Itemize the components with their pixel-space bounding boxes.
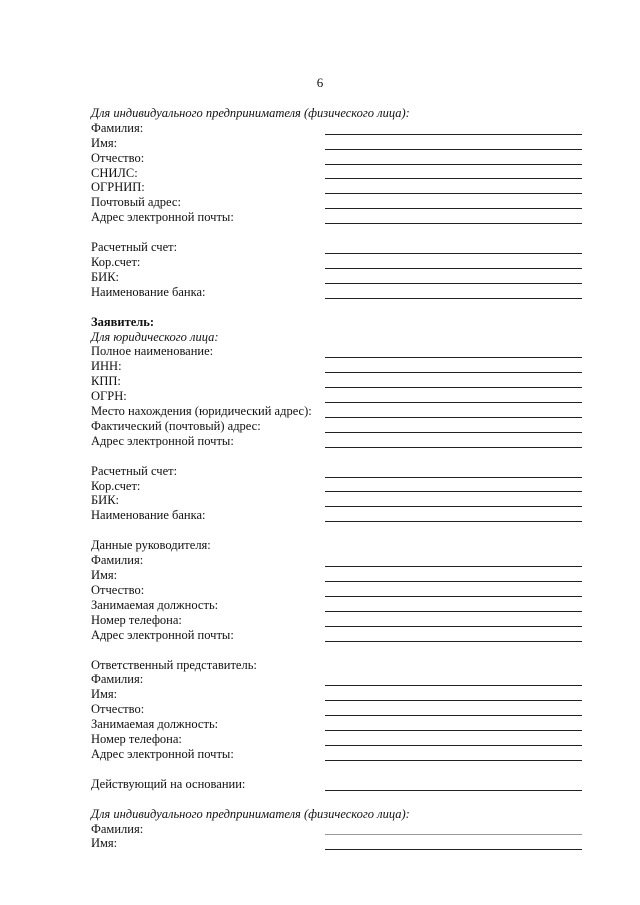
le-account-row: Расчетный счет: bbox=[91, 464, 582, 479]
representative-title: Ответственный представитель: bbox=[91, 657, 257, 672]
rep-email-row: Адрес электронной почты: bbox=[91, 747, 582, 762]
le-kpp-line[interactable] bbox=[325, 387, 582, 388]
mgr-phone-line[interactable] bbox=[325, 626, 582, 627]
applicant-title: Заявитель: bbox=[91, 314, 155, 329]
ip-email-line[interactable] bbox=[325, 223, 582, 224]
ip-heading: Для индивидуального предпринимателя (физического лица): bbox=[91, 106, 410, 120]
ip-bik-row: БИК: bbox=[91, 270, 582, 285]
page-number: 6 bbox=[316, 75, 324, 90]
le-fullname-line[interactable] bbox=[325, 357, 582, 358]
ip-bank-line[interactable] bbox=[325, 298, 582, 299]
le-ogrn-row: ОГРН: bbox=[91, 389, 582, 404]
mgr-email-line[interactable] bbox=[325, 641, 582, 642]
ip-name-line[interactable] bbox=[325, 149, 582, 150]
rep-name-row: Имя: bbox=[91, 687, 582, 702]
rep-patronymic-row: Отчество: bbox=[91, 702, 582, 717]
le-bank-row: Наименование банка: bbox=[91, 508, 582, 523]
rep-phone-line[interactable] bbox=[325, 745, 582, 746]
ip-account-line[interactable] bbox=[325, 253, 582, 254]
application-form bbox=[91, 106, 582, 851]
ip-second-heading: Для индивидуального предпринимателя (физического лица): bbox=[91, 806, 410, 821]
mgr-email-row: Адрес электронной почты: bbox=[91, 628, 582, 643]
mgr-position-row: Занимаемая должность: bbox=[91, 598, 582, 613]
ip2-surname-row: Фамилия: bbox=[91, 822, 582, 837]
ip-email-row: Адрес электронной почты: bbox=[91, 210, 582, 225]
ip-surname-line[interactable] bbox=[325, 134, 582, 135]
le-actual-address-line[interactable] bbox=[325, 432, 582, 433]
le-corr-row: Кор.счет: bbox=[91, 479, 582, 494]
mgr-surname-row: Фамилия: bbox=[91, 553, 582, 568]
ip-postal-row: Почтовый адрес: bbox=[91, 195, 582, 210]
mgr-name-row: Имя: bbox=[91, 568, 582, 583]
le-inn-line[interactable] bbox=[325, 372, 582, 373]
ip-ogrnip-line[interactable] bbox=[325, 193, 582, 194]
ip2-name-line[interactable] bbox=[325, 849, 582, 850]
ip-bank-row: Наименование банка: bbox=[91, 285, 582, 300]
le-bik-line[interactable] bbox=[325, 506, 582, 507]
basis-line[interactable] bbox=[325, 790, 582, 791]
ip-surname-row: Фамилия: bbox=[91, 121, 582, 136]
ip2-surname-line[interactable] bbox=[325, 834, 582, 835]
rep-name-line[interactable] bbox=[325, 700, 582, 701]
ip2-name-row: Имя: bbox=[91, 836, 582, 851]
le-actual-address-row: Фактический (почтовый) адрес: bbox=[91, 419, 582, 434]
ip-patronymic-row: Отчество: bbox=[91, 151, 582, 166]
mgr-name-line[interactable] bbox=[325, 581, 582, 582]
le-bank-line[interactable] bbox=[325, 521, 582, 522]
mgr-patronymic-row: Отчество: bbox=[91, 583, 582, 598]
rep-email-line[interactable] bbox=[325, 760, 582, 761]
le-legal-address-row: Место нахождения (юридический адрес): bbox=[91, 404, 582, 419]
le-legal-address-line[interactable] bbox=[325, 417, 582, 418]
rep-position-row: Занимаемая должность: bbox=[91, 717, 582, 732]
ip-name-row: Имя: bbox=[91, 136, 582, 151]
le-email-row: Адрес электронной почты: bbox=[91, 434, 582, 449]
ip-snils-row: СНИЛС: bbox=[91, 166, 582, 181]
mgr-patronymic-line[interactable] bbox=[325, 596, 582, 597]
le-email-line[interactable] bbox=[325, 447, 582, 448]
ip-account-row: Расчетный счет: bbox=[91, 240, 582, 255]
basis-row: Действующий на основании: bbox=[91, 777, 582, 792]
rep-surname-line[interactable] bbox=[325, 685, 582, 686]
ip-bik-line[interactable] bbox=[325, 283, 582, 284]
ip-corr-line[interactable] bbox=[325, 268, 582, 269]
mgr-phone-row: Номер телефона: bbox=[91, 613, 582, 628]
mgr-surname-line[interactable] bbox=[325, 566, 582, 567]
rep-phone-row: Номер телефона: bbox=[91, 732, 582, 747]
le-kpp-row: КПП: bbox=[91, 374, 582, 389]
le-account-line[interactable] bbox=[325, 477, 582, 478]
le-ogrn-line[interactable] bbox=[325, 402, 582, 403]
legal-entity-subtitle: Для юридического лица: bbox=[91, 329, 219, 344]
ip-corr-row: Кор.счет: bbox=[91, 255, 582, 270]
ip-postal-line[interactable] bbox=[325, 208, 582, 209]
le-bik-row: БИК: bbox=[91, 493, 582, 508]
le-corr-line[interactable] bbox=[325, 491, 582, 492]
ip-snils-line[interactable] bbox=[325, 178, 582, 179]
le-fullname-row: Полное наименование: bbox=[91, 344, 582, 359]
rep-surname-row: Фамилия: bbox=[91, 672, 582, 687]
rep-position-line[interactable] bbox=[325, 730, 582, 731]
le-inn-row: ИНН: bbox=[91, 359, 582, 374]
ip-ogrnip-row: ОГРНИП: bbox=[91, 180, 582, 195]
manager-title: Данные руководителя: bbox=[91, 538, 211, 553]
rep-patronymic-line[interactable] bbox=[325, 715, 582, 716]
mgr-position-line[interactable] bbox=[325, 611, 582, 612]
ip-patronymic-line[interactable] bbox=[325, 164, 582, 165]
